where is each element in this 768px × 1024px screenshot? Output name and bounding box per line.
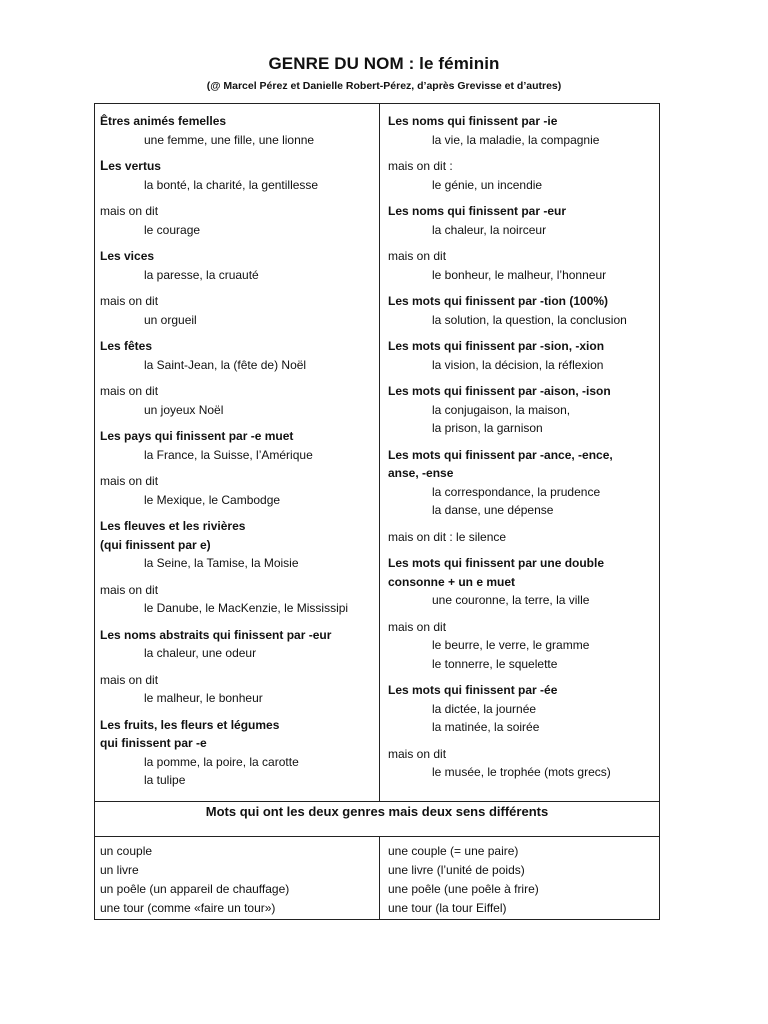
rule-heading: Les mots qui finissent par -tion (100%) xyxy=(388,294,609,308)
rule-section xyxy=(388,446,656,520)
rule-section xyxy=(388,202,656,239)
rule-section xyxy=(388,528,656,547)
rule-heading: Les mots qui finissent par -aison, -ison xyxy=(388,384,611,398)
word-meaning-item: une livre (l’unité de poids) xyxy=(388,863,525,877)
rule-heading: Les vices xyxy=(100,249,155,263)
rule-section xyxy=(388,247,656,284)
example-line: la prison, la garnison xyxy=(432,421,543,435)
example-line: le génie, un incendie xyxy=(432,177,543,192)
word-meaning-item: une tour (la tour Eiffel) xyxy=(388,901,507,915)
rule-heading: Les fleuves et les rivières xyxy=(100,519,246,533)
rule-section xyxy=(100,427,375,464)
rule-section xyxy=(100,581,375,618)
example-line: le malheur, le bonheur xyxy=(144,691,263,705)
example-line: la vie, la maladie, la compagnie xyxy=(432,132,600,147)
example-line: la France, la Suisse, l’Amérique xyxy=(144,447,313,462)
example-line: la bonté, la charité, la gentillesse xyxy=(144,177,319,192)
rule-section xyxy=(100,716,375,790)
example-line: la chaleur, une odeur xyxy=(144,646,257,660)
example-line: la solution, la question, la conclusion xyxy=(432,312,627,327)
example-line: la danse, une dépense xyxy=(432,503,554,517)
rule-heading: Les pays qui finissent par -e muet xyxy=(100,429,294,443)
rule-heading-continued: consonne + un e muet xyxy=(388,574,516,589)
rule-section xyxy=(100,337,375,374)
example-line: la Seine, la Tamise, la Moisie xyxy=(144,556,299,570)
rule-section xyxy=(388,112,656,149)
example-line: le courage xyxy=(144,222,201,237)
exception-label: mais on dit : xyxy=(388,159,453,173)
example-line: la dictée, la journée xyxy=(432,701,537,716)
example-line: un orgueil xyxy=(144,312,197,327)
right-rules-column xyxy=(388,112,656,790)
rules-table xyxy=(94,103,660,920)
word-meaning-item: un livre xyxy=(100,863,139,877)
rule-section xyxy=(100,292,375,329)
rule-heading-continued: (qui finissent par e) xyxy=(100,537,211,552)
example-line: la pomme, la poire, la carotte xyxy=(144,754,299,769)
rule-heading: Les fruits, les fleurs et légumes xyxy=(100,717,280,732)
exception-label: mais on dit xyxy=(100,204,159,218)
rule-section xyxy=(100,472,375,509)
example-line: le Mexique, le Cambodge xyxy=(144,492,281,507)
exception-label: mais on dit xyxy=(388,619,447,634)
rule-section xyxy=(388,382,656,438)
example-line: le Danube, le MacKenzie, le Mississipi xyxy=(144,601,349,615)
section-title: Mots qui ont les deux genres mais deux sens différents xyxy=(205,804,549,819)
masculine-meanings-list xyxy=(100,842,380,918)
example-line: une femme, une fille, une lionne xyxy=(144,132,315,147)
rule-heading-initial: L xyxy=(100,158,109,173)
rule-heading: Les mots qui finissent par -ée xyxy=(388,683,558,697)
example-line: la matinée, la soirée xyxy=(432,720,540,734)
example-line: le tonnerre, le squelette xyxy=(432,656,558,671)
exception-label: mais on dit xyxy=(100,474,159,488)
rule-section xyxy=(388,618,656,674)
rule-heading-continued: qui finissent par -e xyxy=(100,736,207,750)
rule-heading: Les mots qui finissent par une double xyxy=(388,556,605,570)
example-line: la paresse, la cruauté xyxy=(144,267,259,282)
rule-section xyxy=(100,157,375,194)
left-rules-column xyxy=(100,112,375,798)
rule-heading: Les fêtes xyxy=(100,339,153,353)
example-line: la conjugaison, la maison, xyxy=(432,402,571,417)
exception-label: mais on dit xyxy=(100,582,159,597)
section-divider-1 xyxy=(95,801,659,802)
rule-section xyxy=(100,626,375,663)
rule-section xyxy=(100,112,375,149)
column-divider-top xyxy=(379,104,380,801)
page-title: GENRE DU NOM : le féminin xyxy=(268,54,500,73)
word-meaning-item: un couple xyxy=(100,844,153,858)
rule-heading: Les noms qui finissent par -eur xyxy=(388,204,567,218)
rule-heading: Les mots qui finissent par -sion, -xion xyxy=(388,339,605,353)
exception-label: mais on dit xyxy=(388,746,447,761)
example-line: le beurre, le verre, le gramme xyxy=(432,638,590,652)
rule-section xyxy=(388,745,656,782)
rule-section xyxy=(388,337,656,374)
rule-heading: Les vertus xyxy=(100,158,161,173)
word-meaning-item: une poêle (une poêle à frire) xyxy=(388,882,539,896)
rule-heading: Les noms abstraits qui finissent par -eur xyxy=(100,627,332,642)
example-line: le bonheur, le malheur, l’honneur xyxy=(432,267,607,282)
rule-heading-continued: anse, -ense xyxy=(388,466,454,480)
word-meaning-item: une tour (comme «faire un tour») xyxy=(100,901,276,915)
rule-section xyxy=(388,292,656,329)
rule-section xyxy=(100,202,375,239)
rule-heading: Les mots qui finissent par -ance, -ence, xyxy=(388,447,613,462)
example-line: la correspondance, la prudence xyxy=(432,484,601,499)
word-meaning-item: un poêle (un appareil de chauffage) xyxy=(100,882,290,896)
section-divider-2 xyxy=(95,836,659,837)
word-meaning-item: une couple (= une paire) xyxy=(388,844,519,858)
page-subtitle: (@ Marcel Pérez et Danielle Robert-Pérez, d’après Grevisse et d’autres) xyxy=(206,80,562,92)
example-line: un joyeux Noël xyxy=(144,402,224,417)
example-line: la vision, la décision, la réflexion xyxy=(432,357,604,372)
rule-section xyxy=(100,671,375,708)
example-line: une couronne, la terre, la ville xyxy=(432,593,590,607)
rule-section xyxy=(388,554,656,610)
rule-heading: Êtres animés femelles xyxy=(100,114,227,128)
rule-section xyxy=(100,382,375,419)
exception-label: mais on dit xyxy=(100,294,159,308)
rule-section xyxy=(100,247,375,284)
exception-label: mais on dit xyxy=(388,249,447,263)
feminine-meanings-list xyxy=(388,842,656,918)
example-line: la tulipe xyxy=(144,773,186,787)
rule-section xyxy=(100,517,375,573)
rule-heading: Les noms qui finissent par -ie xyxy=(388,114,558,128)
example-line: la Saint-Jean, la (fête de) Noël xyxy=(144,357,307,372)
rule-section xyxy=(388,157,656,194)
exception-label: mais on dit : le silence xyxy=(388,529,507,544)
rule-section xyxy=(388,681,656,737)
example-line: la chaleur, la noirceur xyxy=(432,222,547,237)
example-line: le musée, le trophée (mots grecs) xyxy=(432,765,611,779)
exception-label: mais on dit xyxy=(100,384,159,398)
exception-label: mais on dit xyxy=(100,672,159,687)
